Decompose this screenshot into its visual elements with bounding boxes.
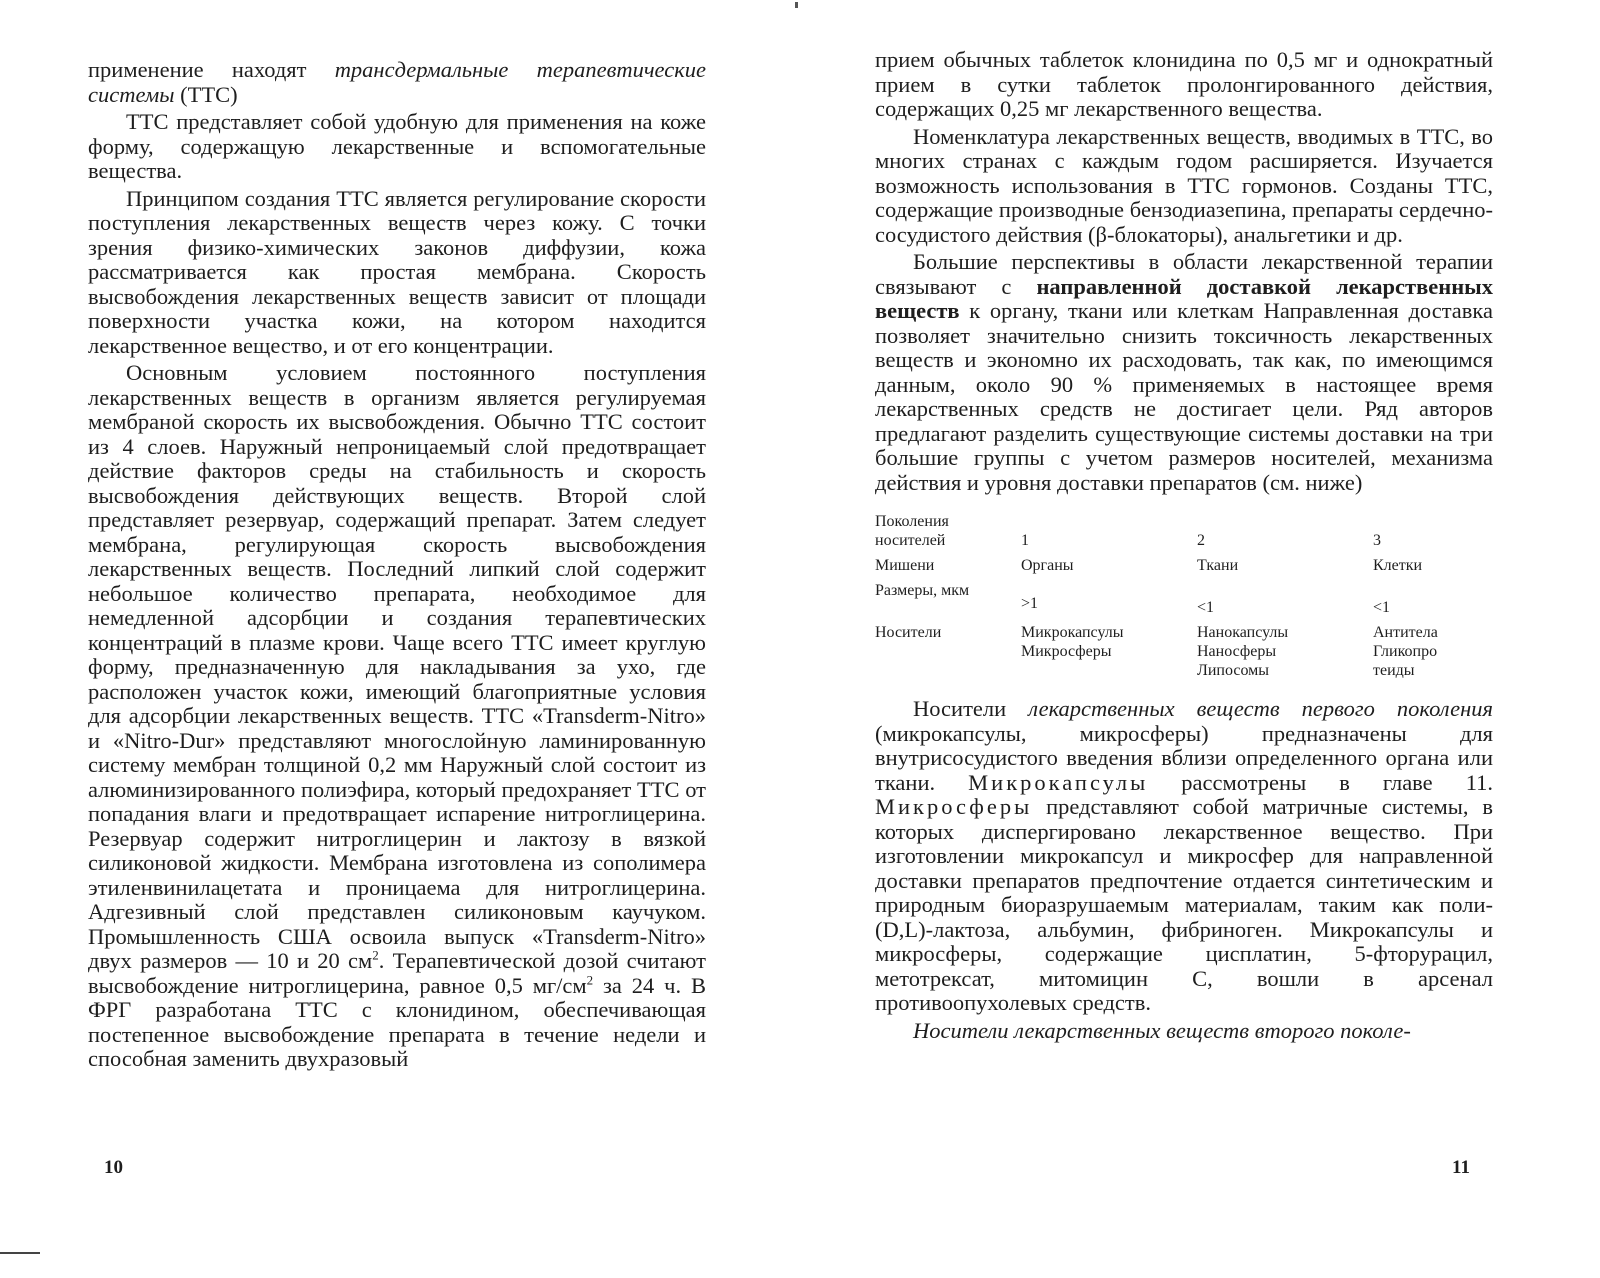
scan-edge-mark — [0, 1252, 40, 1254]
table-row-header: Мишени — [875, 557, 935, 574]
text-run: Основным условием постоянного поступления лекарственных веществ в организм является регулируемая мембраной скорость их высвобождения. Обычно ТТС состоит из 4 слоев. Наружный непроницаемый слой предотвращает действие факторов среды на стабильность и скорость высвобождения действующих веществ. Второй слой представляет резервуар, содержащий препарат. Затем следует мембрана, регулирующая скорость высвобождения лекарственных веществ. Последний липкий слой содержит небольшое количество препарата, необходимое для немедленной адсорбции и создания терапевтических концентраций в плазме крови. Чаще всего ТТС имеет круглую форму, предназначенную для накладывания за ухо, где расположен участок кожи, имеющий благоприятные условия для адсорбции лекарственных веществ. ТТС «Transderm-Nitro» и «Nitro-Dur» представляют многослойную ламинированную систему мембран толщиной 0,2 мм Наружный слой состоит из алюминизированного полиэфира, который предохраняет ТТС от попадания влаги и предотвращает испарение нитроглицерина. Резервуар содержит нитроглицерин и лактозу в вязкой силиконовой жидкости. Мембрана изготовлена из сополимера этиленвинилацетата и проницаема для нитроглицерина. Адгезивный слой представлен силиконовым каучуком. Промышленность США освоила выпуск «Transderm-Nitro» двух размеров — 10 и 20 см — [88, 360, 706, 973]
italic-term: лекарственных веществ первого поколения — [1028, 696, 1493, 721]
page-number: 11 — [1452, 1157, 1470, 1178]
paragraph: прием обычных таблеток клонидина по 0,5 мг и однократный прием в сутки таблеток пролонгированного действия, содержащих 0,25 мг лекарственного вещества. — [875, 47, 1493, 121]
paragraph: ТТС представляет собой удобную для применения на коже форму, содержащую лекарственные и вспомогательные вещества. — [88, 109, 706, 183]
table-cell: >1 — [1021, 595, 1039, 612]
table-row — [875, 509, 1475, 553]
table-cell: <1 — [1373, 599, 1391, 616]
scan-speck — [795, 2, 798, 8]
table-cell: <1 — [1197, 599, 1215, 616]
text-run: к органу, ткани или клеткам Направленная доставка позволяет значительно снизить токсичность лекарственных веществ и экономно их расходовать, так как, по имеющимся данным, около 90 % применяемых в настоящее время лекарственных средств не достигает цели. Ряд авторов предлагают разделить существующие системы доставки на три большие группы с учетом размеров носителей, механизма действия и уровня доставки препаратов (см. ниже) — [875, 298, 1493, 495]
paragraph: Принципом создания ТТС является регулирование скорости поступления лекарственных веществ через кожу. С точки зрения физико-химических законов диффузии, кожа рассматривается как простая мембрана. Скорость высвобождения лекарственных веществ зависит от площади поверхности участка кожи, на котором находится лекарственное вещество, и от его концентрации. — [88, 185, 706, 358]
table-row — [875, 553, 1475, 578]
table-cell: 2 — [1197, 532, 1205, 549]
table-row — [875, 578, 1475, 620]
italic-term: трансдермальные терапевтические системы — [88, 57, 706, 107]
text-run: Большие перспективы в области лекарственной терапии связывают с — [875, 249, 1493, 299]
table-cell: 1 — [1021, 532, 1029, 549]
table-row-header: Носители — [875, 624, 942, 641]
superscript: 2 — [586, 972, 594, 987]
spaced-term: Микросферы — [875, 794, 1033, 819]
text-run: за 24 ч. В ФРГ разработана ТТС с клонидином, обеспечивающая постепенное высвобождение препарата в течение недели и способная заменить двухразовый — [88, 972, 706, 1071]
spaced-term: Микрокапсулы — [968, 769, 1149, 795]
text-run: . Терапевтической дозой считают высвобождение нитроглицерина, равное 0,5 мг/см — [88, 948, 706, 998]
page-number: 10 — [104, 1157, 123, 1178]
carrier-generations-table — [875, 509, 1475, 683]
paragraph: Носители лекарственных веществ второго поколе- — [913, 1017, 1411, 1043]
text-run: (ТТС) — [174, 81, 238, 107]
superscript: 2 — [372, 947, 379, 963]
paragraph — [875, 250, 1493, 495]
table-row — [875, 620, 1475, 683]
paragraph — [88, 361, 706, 1072]
text-run: представляют собой матричные системы, в которых диспергировано лекарственное вещество. При изготовлении микрокапсул и микросфер для направленной доставки препаратов предпочтение отдается синтетическим и природным биоразрушаемым материалам, таким как поли-(D,L)-лактоза, альбумин, фибриноген. Микрокапсулы и микросферы, содержащие цисплатин, 5-фторурацил, метотрексат, митомицин С, вошли в арсенал противоопухолевых средств. — [875, 794, 1493, 1015]
paragraph — [88, 58, 706, 107]
left-text-column — [88, 58, 706, 1072]
text-run: рассмотрены в главе 11. — [1148, 769, 1493, 795]
table-cell: Нанокапсулы Наносферы Липосомы — [1197, 624, 1289, 679]
table-cell: Микрокапсулы Микросферы — [1021, 624, 1124, 660]
bold-term: направленной доставкой лекарственных веществ — [875, 273, 1493, 323]
text-run: применение находят — [88, 57, 335, 82]
table-cell: 3 — [1373, 532, 1381, 549]
paragraph — [875, 697, 1493, 1016]
table-cell: Антитела Гликопро теиды — [1373, 624, 1438, 679]
text-run: (микрокапсулы, микросферы) предназначены для внутрисосудистого введения вблизи определенного органа или ткани. — [875, 720, 1493, 795]
table-row-header: Поколения носителей — [875, 513, 949, 549]
table-cell: Клетки — [1373, 557, 1423, 574]
right-page — [800, 0, 1600, 1278]
paragraph: Номенклатура лекарственных веществ, вводимых в ТТС, во многих странах с каждым годом расширяется. Изучается возможность использования в ТТС гормонов. Созданы ТТС, содержащие производные бензодиазепина, препараты сердечно-сосудистого действия (β-блокаторы), анальгетики и др. — [875, 123, 1493, 247]
right-text-column — [875, 48, 1493, 1043]
table-row-header: Размеры, мкм — [875, 582, 970, 599]
table-cell: Ткани — [1197, 557, 1239, 574]
text-run: Носители — [913, 696, 1029, 721]
table-cell: Органы — [1021, 557, 1074, 574]
